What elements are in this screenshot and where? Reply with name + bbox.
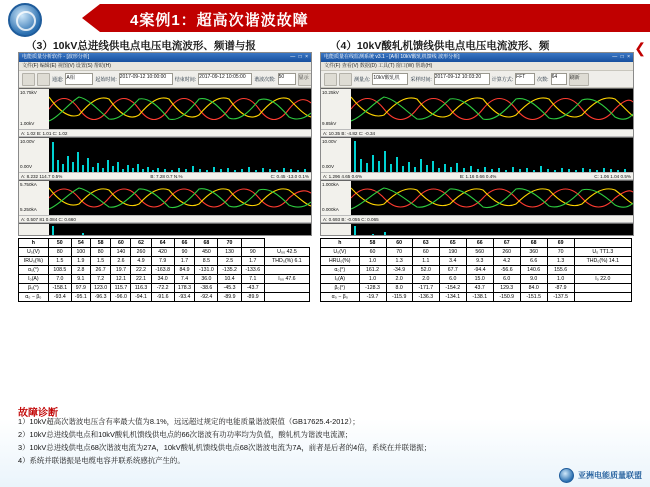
cell: -151.5 (520, 293, 547, 302)
cell: 360 (520, 248, 547, 257)
cell: 84.9 (174, 266, 195, 275)
row-label-alpha: α₀(°) (321, 266, 360, 275)
toolbar-label-time-right: 采样时间: (410, 76, 432, 83)
cell: -136.3 (412, 293, 439, 302)
toolbar-button-open-left[interactable] (22, 73, 35, 86)
cell: 80 (48, 248, 71, 257)
table-row (19, 248, 310, 257)
readout-left-3 (19, 215, 311, 223)
row-label-hru: HRU₀(%) (321, 257, 360, 266)
cell: 1.7 (241, 257, 264, 266)
cell: -72.2 (151, 284, 174, 293)
yaxis-top-label-right-2: 10.00V (322, 139, 337, 144)
table-row (19, 284, 310, 293)
cell: -38.6 (195, 284, 218, 293)
cell: 6.0 (439, 275, 466, 284)
cell: 12.1 (111, 275, 131, 284)
th-left-9: 70 (218, 239, 241, 248)
yaxis-current-right (321, 181, 351, 215)
yaxis-bottom-label-right-1: 9.85kV (322, 120, 337, 126)
harmonic-table-left (18, 238, 310, 302)
cell: 1.0 (359, 275, 386, 284)
cell: 2.0 (412, 275, 439, 284)
cell: -131.0 (195, 266, 218, 275)
toolbar-button-open-right[interactable] (324, 73, 337, 86)
cell: 9.0 (520, 275, 547, 284)
yaxis-bottom-label-left-3: 5.250kA (20, 206, 37, 212)
footer-brand (559, 468, 642, 483)
yaxis-bottom-label-right-3: 0.000kA (322, 206, 339, 212)
readout-right-2-c: C: 1.06 1.04 0.5% (594, 173, 631, 179)
cell: 60 (412, 248, 439, 257)
table-row (321, 266, 632, 275)
cell-summary: U₀₀ 42.5 (264, 248, 309, 257)
cell-summary (264, 284, 309, 293)
yaxis-top-label-right-1: 10.25kV (322, 90, 339, 95)
cell: -43.7 (241, 284, 264, 293)
footer-logo-icon (559, 468, 574, 483)
readout-right-1 (321, 129, 633, 137)
cell: 130 (218, 248, 241, 257)
toolbar-label-end-left: 结束时间: (174, 76, 197, 83)
plot-voltage-spectrum-right (321, 137, 633, 172)
readout-right-2 (321, 172, 633, 180)
cell-summary (574, 284, 631, 293)
yaxis-bottom-label-left-1: 1.00kV (20, 120, 35, 126)
screenshot-left (18, 52, 312, 236)
subtitle-left: （3）10kV总进线供电点电压电流波形、频谱与报 (26, 40, 256, 52)
footer-text: 亚洲电能质量联盟 (578, 471, 642, 480)
cell: 2.8 (71, 266, 90, 275)
toolbar-field-count-right[interactable]: 64 (551, 73, 567, 85)
brand-logo-icon (8, 3, 42, 37)
toolbar-label-order-left: 谐波次数: (254, 76, 276, 83)
yaxis-top-label-left-1: 10.75kV (20, 90, 37, 95)
yaxis-voltage-right (321, 89, 351, 129)
row-label-hru: IRU₀(%) (19, 257, 49, 266)
th-right-8: 69 (547, 239, 574, 248)
table-header-row-left (19, 239, 310, 248)
table-row (19, 293, 310, 302)
cell: 178.3 (174, 284, 195, 293)
table-row (19, 266, 310, 275)
plot-current-waveform-right (321, 180, 633, 215)
toolbar-label-channel-left: 通道: (52, 76, 64, 83)
cell: -135.2 (218, 266, 241, 275)
cell-summary: THD₀(%) 14.1 (574, 257, 631, 266)
cell: 7.1 (241, 275, 264, 284)
cell: 7.9 (151, 257, 174, 266)
th-left-3: 58 (90, 239, 111, 248)
cell: 4.2 (493, 257, 520, 266)
cell-summary (574, 266, 631, 275)
cell: 70 (547, 248, 574, 257)
cell: 1.3 (386, 257, 412, 266)
yaxis-voltage-left (19, 89, 49, 129)
yaxis-vspec-right (321, 138, 351, 172)
cell: -34.9 (386, 266, 412, 275)
toolbar-label-point-right: 测量点: (354, 76, 371, 83)
toolbar-field-point-right[interactable]: 10kV酸轧机 (372, 73, 408, 85)
toolbar-button-print-right[interactable] (339, 73, 352, 86)
cell: 8.0 (386, 284, 412, 293)
plot-current-spectrum-right (321, 223, 633, 236)
cell: -137.5 (547, 293, 574, 302)
row-label-beta: β₀(°) (19, 284, 49, 293)
readout-right-2-a: A: 1.296 4.65 0.6% (323, 173, 363, 179)
table-row (19, 257, 310, 266)
table-row (19, 275, 310, 284)
th-right-1: 58 (359, 239, 386, 248)
cell: 34.0 (151, 275, 174, 284)
th-left-4: 60 (111, 239, 131, 248)
th-left-6: 64 (151, 239, 174, 248)
diagnosis-item-1: 1）10kV超高次谐波电压含有率最大值为8.1%，远远超过规定的电能质量谐波限值（GB17625.4-2012）； (18, 417, 360, 426)
yaxis-ispec-left (19, 224, 49, 236)
readout-left-2-a: A: 8.232 114.7 0.5% (21, 173, 63, 179)
cell: -128.3 (359, 284, 386, 293)
row-label-beta: β₀(°) (321, 284, 360, 293)
toolbar-right[interactable] (321, 71, 633, 88)
cell: 60 (359, 248, 386, 257)
cell: 9.1 (71, 275, 90, 284)
readout-left-3-text: A: 0.507 81 0.084 C: 0.660 (21, 216, 76, 222)
cell: -87.9 (547, 284, 574, 293)
th-left-5: 62 (131, 239, 151, 248)
slide-header (0, 0, 650, 36)
cell: 140 (111, 248, 131, 257)
cell: 52.0 (412, 266, 439, 275)
th-right-0: h (321, 239, 360, 248)
cell: 26.7 (90, 266, 111, 275)
cell: 115.7 (111, 284, 131, 293)
th-left-8: 68 (195, 239, 218, 248)
cell: 8.5 (195, 257, 218, 266)
plot-voltage-waveform-left (19, 88, 311, 129)
window-titlebar-right (321, 53, 633, 62)
cell: 7.0 (48, 275, 71, 284)
row-label-uh: U₀(V) (321, 248, 360, 257)
cell: 560 (466, 248, 493, 257)
menubar-left[interactable]: 文件(F) 编辑(E) 视图(V) 设置(S) 帮助(H) (19, 62, 311, 71)
cell: -134.1 (439, 293, 466, 302)
cell: 1.1 (412, 257, 439, 266)
readout-left-1-text: A: 1.02 B: 1.01 C: 1.02 (21, 130, 68, 136)
cell: -93.4 (48, 293, 71, 302)
next-slide-arrow-icon[interactable]: ❮ (634, 40, 646, 56)
cell: 260 (493, 248, 520, 257)
cell: -115.9 (386, 293, 412, 302)
cell: 7.2 (90, 275, 111, 284)
plot-current-waveform-left (19, 180, 311, 215)
cell-summary (264, 293, 309, 302)
th-left-2: 54 (71, 239, 90, 248)
th-left-7: 66 (174, 239, 195, 248)
cell: 100 (71, 248, 90, 257)
spectrum-canvas-right-4 (351, 224, 633, 236)
cell: -93.4 (174, 293, 195, 302)
toolbar-field-end-left[interactable]: 2017-09-12 10:05:00 (198, 73, 252, 85)
subtitle-right: （4）10kV酸轧机馈线供电点电压电流波形、频 (330, 40, 550, 52)
cell: -89.9 (241, 293, 264, 302)
cell: 1.0 (359, 257, 386, 266)
cell: 80 (90, 248, 111, 257)
toolbar-button-show-left[interactable]: 显示 (298, 73, 312, 86)
cell: 19.7 (111, 266, 131, 275)
cell-summary: I₀ 22.0 (574, 275, 631, 284)
cell: -158.1 (48, 284, 71, 293)
cell: -91.6 (151, 293, 174, 302)
cell: 43.7 (466, 284, 493, 293)
cell: -133.6 (241, 266, 264, 275)
cell: -19.7 (359, 293, 386, 302)
toolbar-field-start-left[interactable]: 2017-09-12 10:00:00 (119, 73, 173, 85)
th-right-7: 68 (520, 239, 547, 248)
cell: 70 (386, 248, 412, 257)
cell: 123.0 (90, 284, 111, 293)
cell: -89.9 (218, 293, 241, 302)
cell: 3.4 (439, 257, 466, 266)
th-right-6: 67 (493, 239, 520, 248)
table-row (321, 293, 632, 302)
cell-summary: I₀₀ 47.6 (264, 275, 309, 284)
cell: 2.5 (218, 257, 241, 266)
th-right-2: 60 (386, 239, 412, 248)
waveform-canvas-left-1 (49, 89, 311, 129)
page-title: 4案例1：超高次谐波故障 (130, 12, 309, 29)
cell: -94.1 (131, 293, 151, 302)
cell: 1.3 (547, 257, 574, 266)
window-titlebar-left (19, 53, 311, 62)
diagnosis-item-4: 4）系统并联谐振是电缆电容并联系统感抗产生的。 (18, 456, 185, 465)
toolbar-left[interactable] (19, 71, 311, 88)
plot-current-spectrum-left (19, 223, 311, 236)
th-right-4: 65 (439, 239, 466, 248)
spectrum-canvas-left-2 (49, 138, 311, 172)
waveform-canvas-right-3 (351, 181, 633, 215)
cell-summary: U₀ TT1.3 (574, 248, 631, 257)
spectrum-canvas-right-2 (351, 138, 633, 172)
cell: 15.0 (466, 275, 493, 284)
yaxis-top-label-left-3: 5.750kA (20, 182, 37, 187)
cell: 67.7 (439, 266, 466, 275)
window-title-left: 电能质量分析软件 - [波形分析] (22, 54, 90, 60)
th-right-3: 63 (412, 239, 439, 248)
cell: 4.9 (131, 257, 151, 266)
row-label-uh: U₀(V) (19, 248, 49, 257)
readout-right-2-b: B: 1.16 0.66 0.4% (459, 173, 497, 179)
toolbar-label-method-right: 计算方式: (491, 76, 514, 83)
yaxis-vspec-left (19, 138, 49, 172)
cell: -56.6 (493, 266, 520, 275)
waveform-canvas-right-1 (351, 89, 633, 129)
harmonic-table-right (320, 238, 632, 302)
toolbar-label-start-left: 起始时间: (95, 76, 117, 83)
cell: -94.4 (466, 266, 493, 275)
toolbar-button-save-left[interactable] (37, 73, 50, 86)
cell-summary (264, 266, 309, 275)
window-title-right: 电能质量在线监测系统 v3.1 - [A相 10kV酸轧机馈线 波形分析] (324, 54, 460, 60)
cell: 1.5 (90, 257, 111, 266)
readout-left-2-b: B: 7.28 0.7 N.% (150, 173, 183, 179)
readout-left-1 (19, 129, 311, 137)
table-row (321, 275, 632, 284)
table-row (321, 248, 632, 257)
diagnosis-list (18, 416, 618, 468)
cell: -96.3 (90, 293, 111, 302)
toolbar-button-refresh-right[interactable]: 刷新 (569, 73, 589, 86)
cell: 22.1 (131, 275, 151, 284)
yaxis-top-label-right-3: 1.000kA (322, 182, 339, 187)
table-row (321, 257, 632, 266)
toolbar-label-count-right: 次数: (537, 76, 549, 83)
cell: 7.4 (174, 275, 195, 284)
cell: -95.1 (71, 293, 90, 302)
cell: 6.6 (520, 257, 547, 266)
cell-summary: THD₀(%) 6.1 (264, 257, 309, 266)
cell: 129.3 (493, 284, 520, 293)
readout-right-3 (321, 215, 633, 223)
cell: 22.2 (131, 266, 151, 275)
cell: -96.0 (111, 293, 131, 302)
cell: -45.3 (218, 284, 241, 293)
cell: 140.6 (520, 266, 547, 275)
th-right-5: 66 (466, 239, 493, 248)
plot-voltage-waveform-right (321, 88, 633, 129)
screenshot-right (320, 52, 634, 236)
cell: 1.7 (174, 257, 195, 266)
waveform-canvas-left-3 (49, 181, 311, 215)
cell: 90 (241, 248, 264, 257)
toolbar-field-order-left[interactable]: 50 (278, 73, 296, 85)
diagnosis-title: 故障诊断 (18, 408, 58, 419)
toolbar-field-channel-left[interactable]: A相 (65, 73, 93, 85)
cell: 2.6 (111, 257, 131, 266)
cell: 2.0 (386, 275, 412, 284)
cell: 84.0 (520, 284, 547, 293)
cell: -154.2 (439, 284, 466, 293)
diagnosis-item-3: 3）10kV总进线供电点68次谐波电流为27A，10kV酸轧机馈线供电点68次谐波电流为7A，前者是后者的4倍，系统在并联谐振； (18, 443, 432, 452)
cell: -163.8 (151, 266, 174, 275)
cell: 10.4 (218, 275, 241, 284)
readout-right-3-text: A: 0.693 B: -0.055 C: 0.065 (323, 216, 379, 222)
yaxis-bottom-label-right-2: 0.00V (322, 163, 335, 169)
cell: 6.0 (493, 275, 520, 284)
diagnosis-item-2: 2）10kV总进线供电点和10kV酸轧机馈线供电点的66次谐波有功功率均为负值，酸轧机为谐波电流源； (18, 430, 353, 439)
cell: 36.0 (195, 275, 218, 284)
cell: 190 (439, 248, 466, 257)
toolbar-field-time-right[interactable]: 2017-09-12 10:03:20 (434, 73, 490, 85)
cell-summary (574, 293, 631, 302)
window-buttons-right[interactable]: — □ × (612, 54, 631, 60)
cell: 108.5 (48, 266, 71, 275)
yaxis-ispec-right (321, 224, 351, 236)
cell: 420 (151, 248, 174, 257)
row-label-alpha: α₀(°) (19, 266, 49, 275)
plot-voltage-spectrum-left (19, 137, 311, 172)
cell: 161.2 (359, 266, 386, 275)
toolbar-field-method-right[interactable]: FFT (515, 73, 535, 85)
cell: 97.9 (71, 284, 90, 293)
cell: -150.9 (493, 293, 520, 302)
readout-right-1-text: A: 10.35 B: -4.82 C: -0.34 (323, 130, 376, 136)
th-left-10 (241, 239, 264, 248)
yaxis-bottom-label-left-2: 0.00V (20, 163, 33, 169)
cell: 1.9 (71, 257, 90, 266)
table-header-row-right (321, 239, 632, 248)
cell: 450 (195, 248, 218, 257)
cell: 260 (131, 248, 151, 257)
row-label-diff: α₀ − β₀ (321, 293, 360, 302)
cell: 116.3 (131, 284, 151, 293)
cell: -92.4 (195, 293, 218, 302)
cell: -171.7 (412, 284, 439, 293)
menubar-right[interactable]: 文件(F) 查看(V) 数据(D) 工具(T) 窗口(W) 帮助(H) (321, 62, 633, 71)
th-left-0: h (19, 239, 49, 248)
cell: 90 (174, 248, 195, 257)
row-label-ih: I₀(A) (19, 275, 49, 284)
readout-left-2 (19, 172, 311, 180)
window-buttons-left[interactable]: — □ × (290, 54, 309, 60)
th-left-1: 50 (48, 239, 71, 248)
table-row (321, 284, 632, 293)
cell: 155.6 (547, 266, 574, 275)
cell: -138.1 (466, 293, 493, 302)
cell: 9.3 (466, 257, 493, 266)
yaxis-current-left (19, 181, 49, 215)
cell: 1.5 (48, 257, 71, 266)
readout-left-2-c: C: 0.45 -13.0 0.1% (270, 173, 309, 179)
cell: 1.0 (547, 275, 574, 284)
spectrum-canvas-left-4 (49, 224, 311, 236)
yaxis-top-label-left-2: 10.00V (20, 139, 35, 144)
row-label-ih: I₀(A) (321, 275, 360, 284)
th-right-9 (574, 239, 631, 248)
row-label-diff: α₀ − β₀ (19, 293, 49, 302)
